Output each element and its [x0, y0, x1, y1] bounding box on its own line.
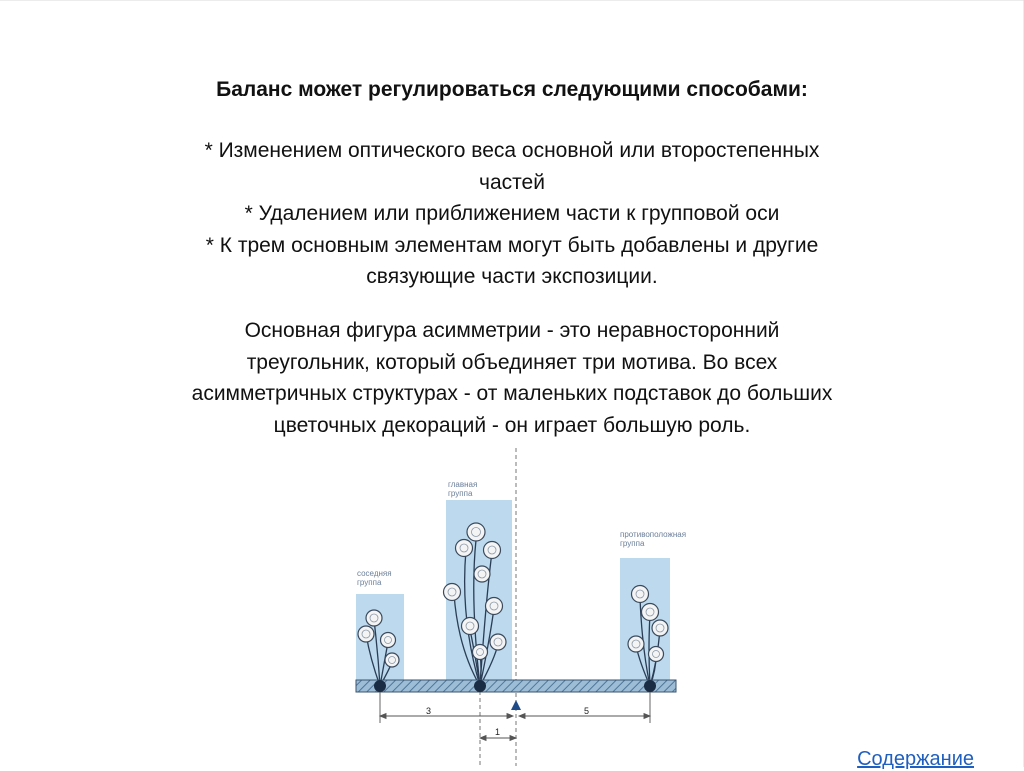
flower: [490, 634, 506, 650]
flower: [632, 586, 649, 603]
asymmetry-diagram: [330, 448, 690, 766]
flower: [474, 566, 490, 582]
base-board: [356, 680, 676, 692]
flower: [358, 626, 374, 642]
flower: [456, 540, 473, 557]
list-line: связующие части экспозиции.: [366, 265, 658, 288]
paragraph-line: треугольник, который объединяет три мотива. Во всех: [246, 350, 778, 374]
flower: [385, 653, 399, 667]
flower: [484, 542, 501, 559]
flower: [652, 620, 668, 636]
flower: [642, 604, 659, 621]
methods-list: [112, 135, 912, 293]
neighbor-group-label: соседняя группа: [357, 569, 392, 587]
flower: [628, 636, 644, 652]
main-group-label: главная группа: [448, 480, 478, 498]
flower: [381, 633, 396, 648]
paragraph-line: Основная фигура асимметрии - это неравносторонний: [244, 319, 780, 342]
paragraph-line: асимметричных структурах - от маленьких подставок до больших: [191, 382, 833, 405]
list-line: * Удалением или приближением части к групповой оси: [244, 202, 780, 225]
flower: [444, 584, 461, 601]
flower: [649, 647, 664, 662]
dimension-left: 3: [426, 706, 432, 716]
diagram-svg: [330, 448, 690, 766]
dimension-right: 5: [584, 706, 590, 716]
flower: [486, 598, 503, 615]
asymmetry-paragraph: [112, 315, 912, 441]
flower: [462, 618, 479, 635]
flower: [473, 645, 488, 660]
axis-marker: [511, 700, 521, 710]
stems: [366, 540, 660, 686]
flower: [467, 523, 485, 541]
flower: [366, 610, 382, 626]
dimension-lines: [380, 692, 650, 741]
opposite-group-label: противоположная группа: [620, 530, 687, 548]
anchor-point: [644, 680, 656, 692]
slide-title: Баланс может регулироваться следующими способами:: [216, 78, 808, 101]
paragraph-line: цветочных декораций - он играет большую роль.: [273, 413, 751, 437]
anchor-point: [374, 680, 386, 692]
dimension-axis-offset: 1: [495, 727, 501, 737]
list-line: частей: [479, 170, 545, 194]
contents-link[interactable]: Содержание: [857, 748, 974, 770]
anchor-point: [474, 680, 486, 692]
list-line: * Изменением оптического веса основной или второстепенных: [204, 139, 820, 162]
list-line: * К трем основным элементам могут быть добавлены и другие: [205, 233, 819, 257]
